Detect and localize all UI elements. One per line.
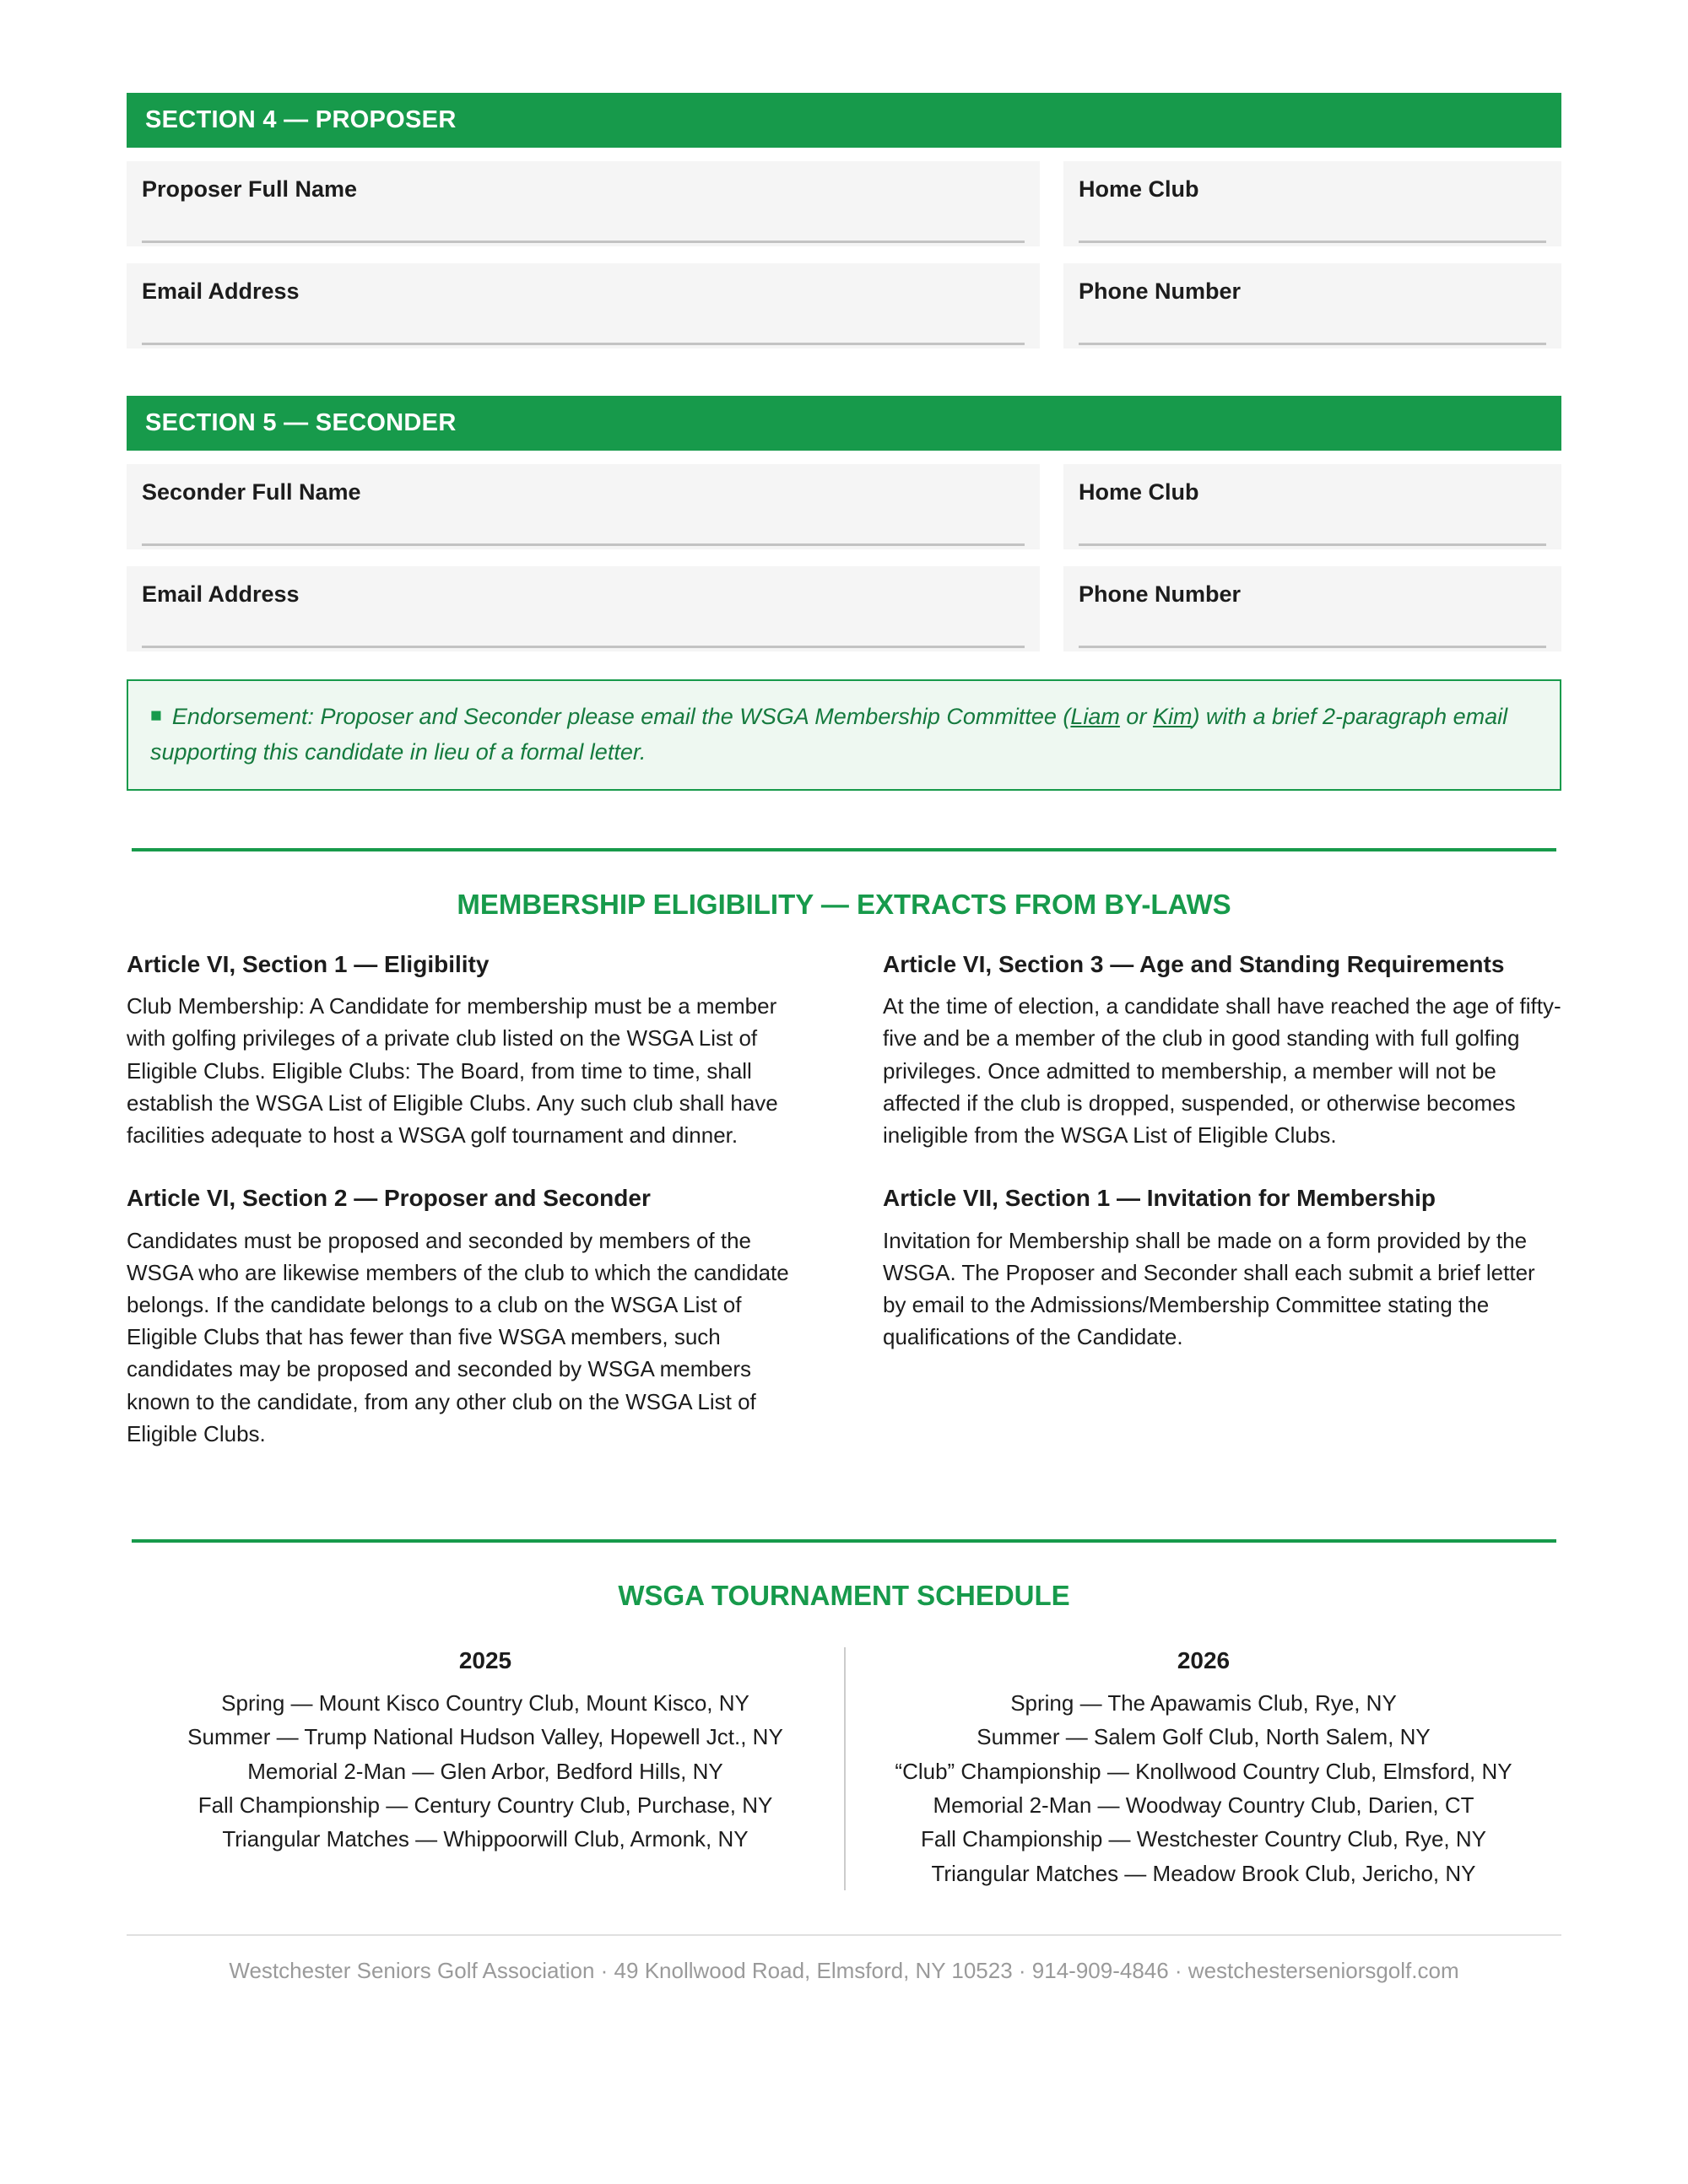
- proposer-email-input[interactable]: [142, 315, 1025, 345]
- schedule-event: Spring — The Apawamis Club, Rye, NY: [1010, 1690, 1397, 1716]
- proposer-phone-input[interactable]: [1079, 315, 1546, 345]
- schedule-event: Fall Championship — Century Country Club, Purchase, NY: [197, 1792, 773, 1818]
- endorsement-text-part: ) with a brief 2-paragraph email supporting this candidate in lieu of a formal letter.: [150, 704, 1508, 765]
- article-title-eligibility: Article VI, Section 1 — Eligibility: [127, 950, 490, 977]
- article-body-invitation: Invitation for Membership shall be made on a form provided by the WSGA. The Proposer and Seconder shall each submit a brief letter by email to the Admissions/Membership Committee stating the qualifications of the Candidate.: [883, 1227, 1535, 1350]
- proposer-name-field: [127, 161, 1040, 246]
- proposer-home-club-input[interactable]: [1079, 213, 1546, 243]
- liam-email-link[interactable]: Liam: [1070, 704, 1120, 729]
- field-label: Phone Number: [1079, 278, 1242, 304]
- field-label: Home Club: [1079, 176, 1199, 202]
- seconder-phone-field: [1063, 566, 1561, 651]
- seconder-home-club-input[interactable]: [1079, 516, 1546, 546]
- proposer-email-field: [127, 263, 1040, 349]
- seconder-field-grid: [127, 464, 1561, 651]
- section-divider: [132, 848, 1556, 851]
- seconder-name-input[interactable]: [142, 516, 1025, 546]
- schedule-year-2026: 2026: [1177, 1647, 1231, 1674]
- section-divider: [132, 1539, 1556, 1543]
- bylaws-columns: [127, 949, 1561, 1482]
- schedule-event: Fall Championship — Westchester Country Club, Rye, NY: [921, 1826, 1486, 1852]
- field-label: Home Club: [1079, 479, 1199, 505]
- seconder-name-field: [127, 464, 1040, 549]
- proposer-phone-field: [1063, 263, 1561, 349]
- kim-email-link[interactable]: Kim: [1152, 704, 1193, 729]
- schedule-event: Triangular Matches — Meadow Brook Club, Jericho, NY: [931, 1860, 1476, 1886]
- article-title-invitation: Article VII, Section 1 — Invitation for Membership: [883, 1185, 1436, 1212]
- article-body-proposer-seconder: Candidates must be proposed and seconded by members of the WSGA who are likewise members of the club to which the candidate belongs. If the candidate belongs to a club on the WSGA List of Eligible Clubs that has fewer than five WSGA members, such candidates may be proposed and seconded by WSGA members known to the candidate, from any other club on the WSGA List of Eligible Clubs.: [127, 1227, 789, 1446]
- page-footer: [127, 1934, 1561, 1984]
- seconder-phone-input[interactable]: [1079, 618, 1546, 648]
- endorsement-text-part: or: [1119, 704, 1153, 729]
- article-title-age-standing: Article VI, Section 3 — Age and Standing Requirements: [883, 950, 1505, 977]
- field-label: Seconder Full Name: [142, 479, 361, 505]
- bylaws-left-column: [127, 949, 805, 1482]
- bylaws-heading: MEMBERSHIP ELIGIBILITY — EXTRACTS FROM BY-LAWS: [457, 888, 1231, 920]
- schedule-event: “Club” Championship — Knollwood Country Club, Elmsford, NY: [895, 1758, 1512, 1784]
- bylaws-right-column: [883, 949, 1561, 1482]
- field-label: Proposer Full Name: [142, 176, 358, 202]
- schedule-event: Memorial 2-Man — Woodway Country Club, Darien, CT: [933, 1792, 1474, 1818]
- seconder-email-field: [127, 566, 1040, 651]
- footer-text: Westchester Seniors Golf Association · 49 Knollwood Road, Elmsford, NY 10523 · 914-909-4846 · westchesterseniorsgolf.com: [229, 1957, 1459, 1983]
- seconder-home-club-field: [1063, 464, 1561, 549]
- schedule-heading: WSGA TOURNAMENT SCHEDULE: [618, 1580, 1070, 1612]
- schedule-event: Summer — Salem Golf Club, North Salem, NY: [977, 1724, 1431, 1750]
- section-proposer-header: SECTION 4 — PROPOSER: [127, 93, 1561, 148]
- proposer-field-grid: [127, 161, 1561, 349]
- proposer-home-club-field: [1063, 161, 1561, 246]
- endorsement-text: [150, 704, 1507, 765]
- endorsement-text-part: Endorsement: Proposer and Seconder please email the WSGA Membership Committee (: [171, 704, 1071, 729]
- schedule-event: Summer — Trump National Hudson Valley, Hopewell Jct., NY: [187, 1724, 783, 1750]
- endorsement-bullet-icon: ■: [150, 704, 162, 726]
- schedule-columns: [127, 1647, 1561, 1890]
- field-label: Phone Number: [1079, 581, 1242, 607]
- field-label: Email Address: [142, 581, 300, 607]
- schedule-2026: [844, 1647, 1561, 1890]
- article-body-eligibility: Club Membership: A Candidate for membership must be a member with golfing privileges of a private club listed on the WSGA List of Eligible Clubs. Eligible Clubs: The Board, from time to time, shall establish the WSGA List of Eligible Clubs. Any such club shall have facilities adequate to host a WSGA golf tournament and dinner.: [127, 993, 778, 1148]
- endorsement-note: [127, 679, 1561, 791]
- section-proposer: [127, 93, 1561, 349]
- section-gap: [127, 349, 1561, 396]
- schedule-year-2025: 2025: [458, 1647, 512, 1674]
- field-label: Email Address: [142, 278, 300, 304]
- article-title-proposer-seconder: Article VI, Section 2 — Proposer and Seconder: [127, 1185, 651, 1212]
- schedule-event: Memorial 2-Man — Glen Arbor, Bedford Hills, NY: [247, 1758, 723, 1784]
- schedule-event: Spring — Mount Kisco Country Club, Mount Kisco, NY: [221, 1690, 749, 1716]
- section-seconder: [127, 396, 1561, 651]
- schedule-2025: [127, 1647, 844, 1890]
- seconder-email-input[interactable]: [142, 618, 1025, 648]
- schedule-event: Triangular Matches — Whippoorwill Club, Armonk, NY: [222, 1826, 749, 1852]
- proposer-name-input[interactable]: [142, 213, 1025, 243]
- article-body-age-standing: At the time of election, a candidate shall have reached the age of fifty-five and be a member of the club in good standing with full golfing privileges. Once admitted to membership, a member will not be affected if the club is dropped, suspended, or otherwise becomes ineligible from the WSGA List of Eligible Clubs.: [883, 993, 1561, 1148]
- section-seconder-header: SECTION 5 — SECONDER: [127, 396, 1561, 451]
